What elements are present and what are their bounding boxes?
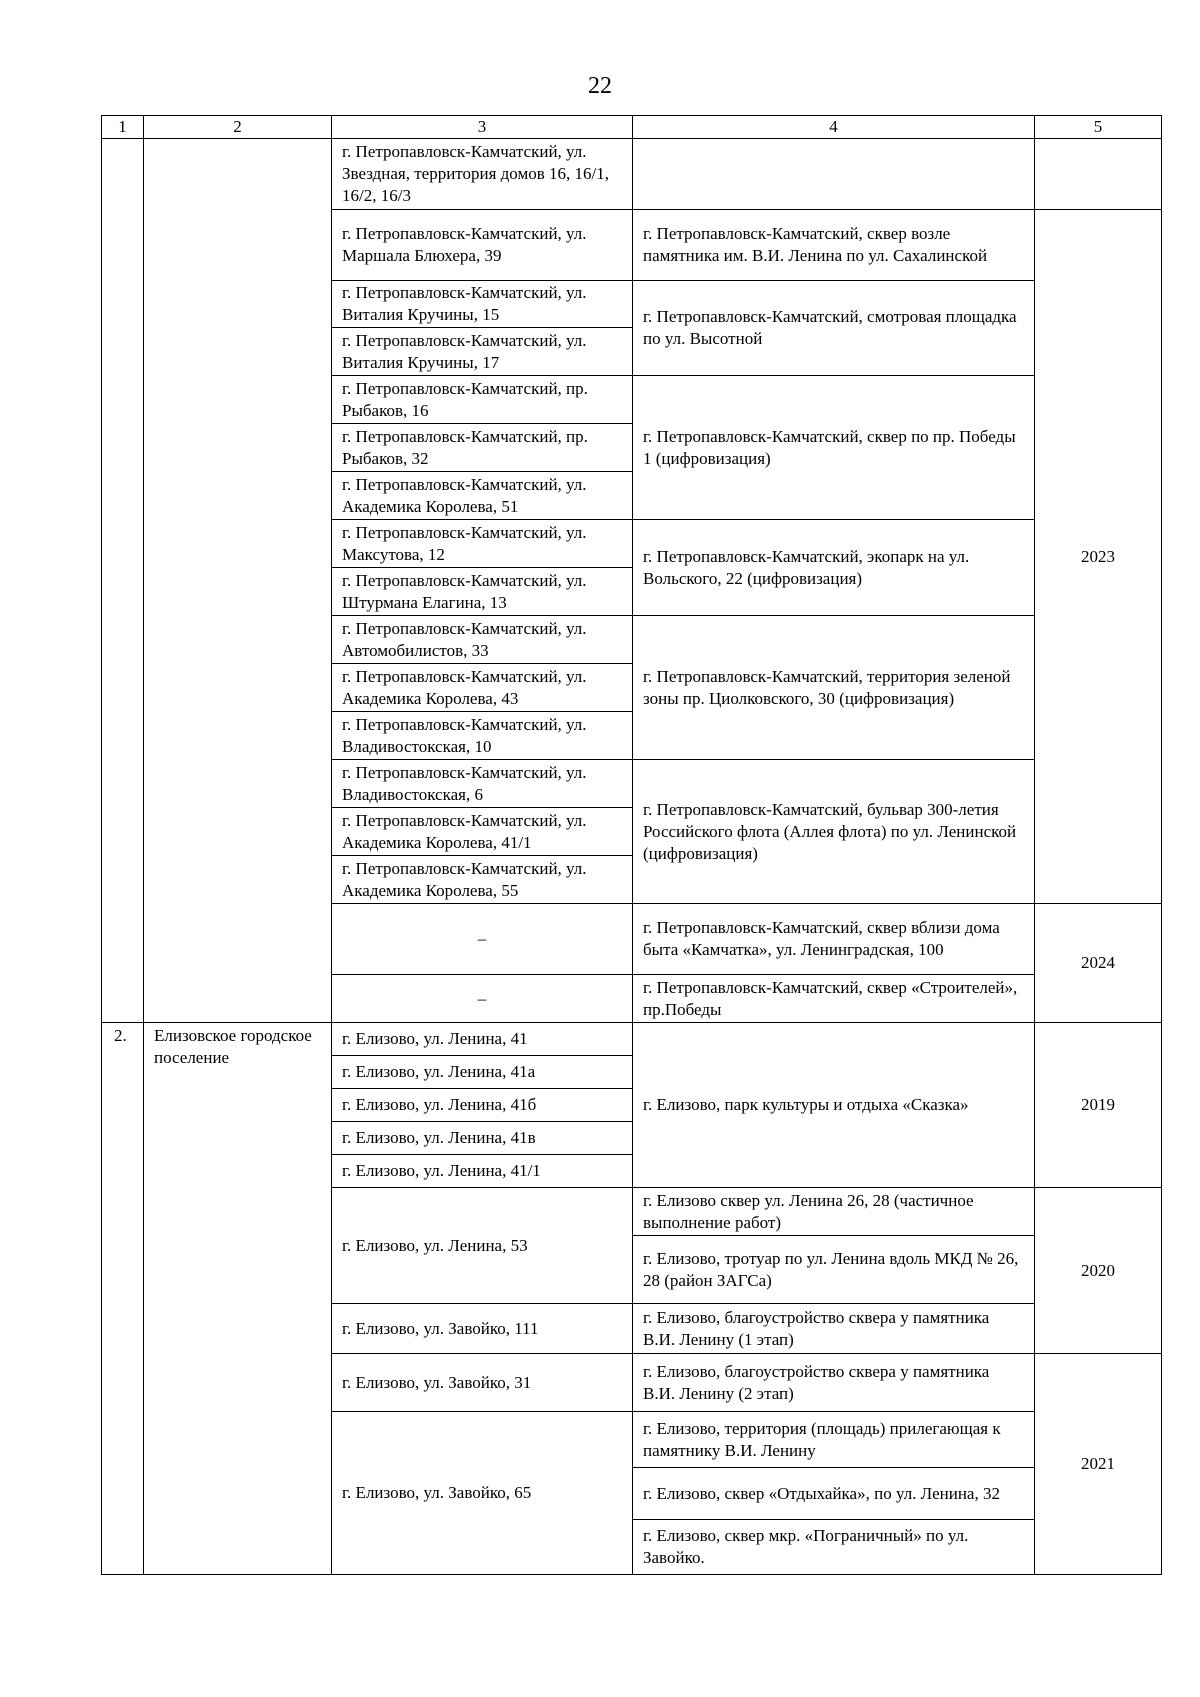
object-cell: г. Петропавловск-Камчатский, территория зеленой зоны пр. Циолковского, 30 (цифровизация): [633, 616, 1035, 760]
object-cell: г. Петропавловск-Камчатский, сквер вблизи дома быта «Камчатка», ул. Ленинградская, 100: [633, 904, 1035, 975]
address-cell: г. Елизово, ул. Завойко, 65: [332, 1412, 633, 1575]
object-cell: г. Елизово, благоустройство сквера у памятника В.И. Ленину (2 этап): [633, 1354, 1035, 1412]
year-cell: 2024: [1035, 904, 1162, 1023]
object-cell: г. Петропавловск-Камчатский, сквер по пр. Победы 1 (цифровизация): [633, 376, 1035, 520]
address-cell: г. Петропавловск-Камчатский, пр. Рыбаков, 32: [332, 424, 633, 472]
table-row: [102, 1023, 1162, 1056]
address-cell: г. Петропавловск-Камчатский, ул. Академика Королева, 51: [332, 472, 633, 520]
address-cell: г. Елизово, ул. Ленина, 41б: [332, 1089, 633, 1122]
header-col-5: 5: [1035, 116, 1162, 139]
year-cell: 2021: [1035, 1354, 1162, 1575]
object-cell: г. Елизово, сквер «Отдыхайка», по ул. Ленина, 32: [633, 1468, 1035, 1520]
object-cell: г. Петропавловск-Камчатский, сквер «Строителей», пр.Победы: [633, 975, 1035, 1023]
year-cell: 2020: [1035, 1188, 1162, 1354]
object-cell: г. Елизово, парк культуры и отдыха «Сказка»: [633, 1023, 1035, 1188]
year-cell: 2019: [1035, 1023, 1162, 1188]
address-cell: г. Петропавловск-Камчатский, ул. Виталия Кручины, 15: [332, 281, 633, 328]
address-cell: г. Елизово, ул. Ленина, 41в: [332, 1122, 633, 1155]
object-cell: г. Петропавловск-Камчатский, смотровая площадка по ул. Высотной: [633, 281, 1035, 376]
address-cell: г. Петропавловск-Камчатский, ул. Автомобилистов, 33: [332, 616, 633, 664]
address-cell: г. Петропавловск-Камчатский, ул. Владивостокская, 10: [332, 712, 633, 760]
object-cell: г. Елизово, территория (площадь) прилегающая к памятнику В.И. Ленину: [633, 1412, 1035, 1468]
address-cell: г. Петропавловск-Камчатский, ул. Маршала Блюхера, 39: [332, 210, 633, 281]
address-cell: –: [332, 904, 633, 975]
year-cell: 2023: [1035, 210, 1162, 904]
object-cell: г. Елизово, тротуар по ул. Ленина вдоль МКД № 26, 28 (район ЗАГСа): [633, 1236, 1035, 1304]
table-header-row: [102, 116, 1162, 139]
header-col-1: 1: [102, 116, 144, 139]
address-cell: г. Петропавловск-Камчатский, ул. Звездная, территория домов 16, 16/1, 16/2, 16/3: [332, 139, 633, 210]
header-col-2: 2: [144, 116, 332, 139]
object-cell: г. Петропавловск-Камчатский, экопарк на ул. Вольского, 22 (цифровизация): [633, 520, 1035, 616]
address-cell: г. Петропавловск-Камчатский, ул. Максутова, 12: [332, 520, 633, 568]
address-cell: г. Елизово, ул. Ленина, 41/1: [332, 1155, 633, 1188]
address-cell: г. Елизово, ул. Ленина, 53: [332, 1188, 633, 1304]
object-cell: [633, 139, 1035, 210]
address-cell: г. Елизово, ул. Завойко, 111: [332, 1304, 633, 1354]
object-cell: г. Петропавловск-Камчатский, сквер возле памятника им. В.И. Ленина по ул. Сахалинской: [633, 210, 1035, 281]
object-cell: г. Елизово, благоустройство сквера у памятника В.И. Ленину (1 этап): [633, 1304, 1035, 1354]
year-cell: [1035, 139, 1162, 210]
address-cell: г. Елизово, ул. Завойко, 31: [332, 1354, 633, 1412]
municipality-cell: Елизовское городское поселение: [144, 1023, 332, 1575]
row-number-cell: 2.: [102, 1023, 144, 1575]
address-cell: г. Петропавловск-Камчатский, ул. Виталия Кручины, 17: [332, 328, 633, 376]
municipality-cell: [144, 139, 332, 1023]
object-cell: г. Елизово, сквер мкр. «Пограничный» по ул. Завойко.: [633, 1520, 1035, 1575]
row-number-cell: [102, 139, 144, 1023]
improvement-table: [101, 115, 1162, 1575]
address-cell: г. Петропавловск-Камчатский, ул. Академика Королева, 55: [332, 856, 633, 904]
object-cell: г. Елизово сквер ул. Ленина 26, 28 (частичное выполнение работ): [633, 1188, 1035, 1236]
address-cell: г. Петропавловск-Камчатский, ул. Академика Королева, 41/1: [332, 808, 633, 856]
address-cell: г. Елизово, ул. Ленина, 41а: [332, 1056, 633, 1089]
object-cell: г. Петропавловск-Камчатский, бульвар 300-летия Российского флота (Аллея флота) по ул. Ленинской (цифровизация): [633, 760, 1035, 904]
address-cell: г. Петропавловск-Камчатский, пр. Рыбаков, 16: [332, 376, 633, 424]
address-cell: г. Елизово, ул. Ленина, 41: [332, 1023, 633, 1056]
address-cell: г. Петропавловск-Камчатский, ул. Академика Королева, 43: [332, 664, 633, 712]
address-cell: –: [332, 975, 633, 1023]
table-row: [102, 139, 1162, 210]
page-number: 22: [588, 73, 612, 99]
address-cell: г. Петропавловск-Камчатский, ул. Владивостокская, 6: [332, 760, 633, 808]
header-col-3: 3: [332, 116, 633, 139]
header-col-4: 4: [633, 116, 1035, 139]
address-cell: г. Петропавловск-Камчатский, ул. Штурмана Елагина, 13: [332, 568, 633, 616]
